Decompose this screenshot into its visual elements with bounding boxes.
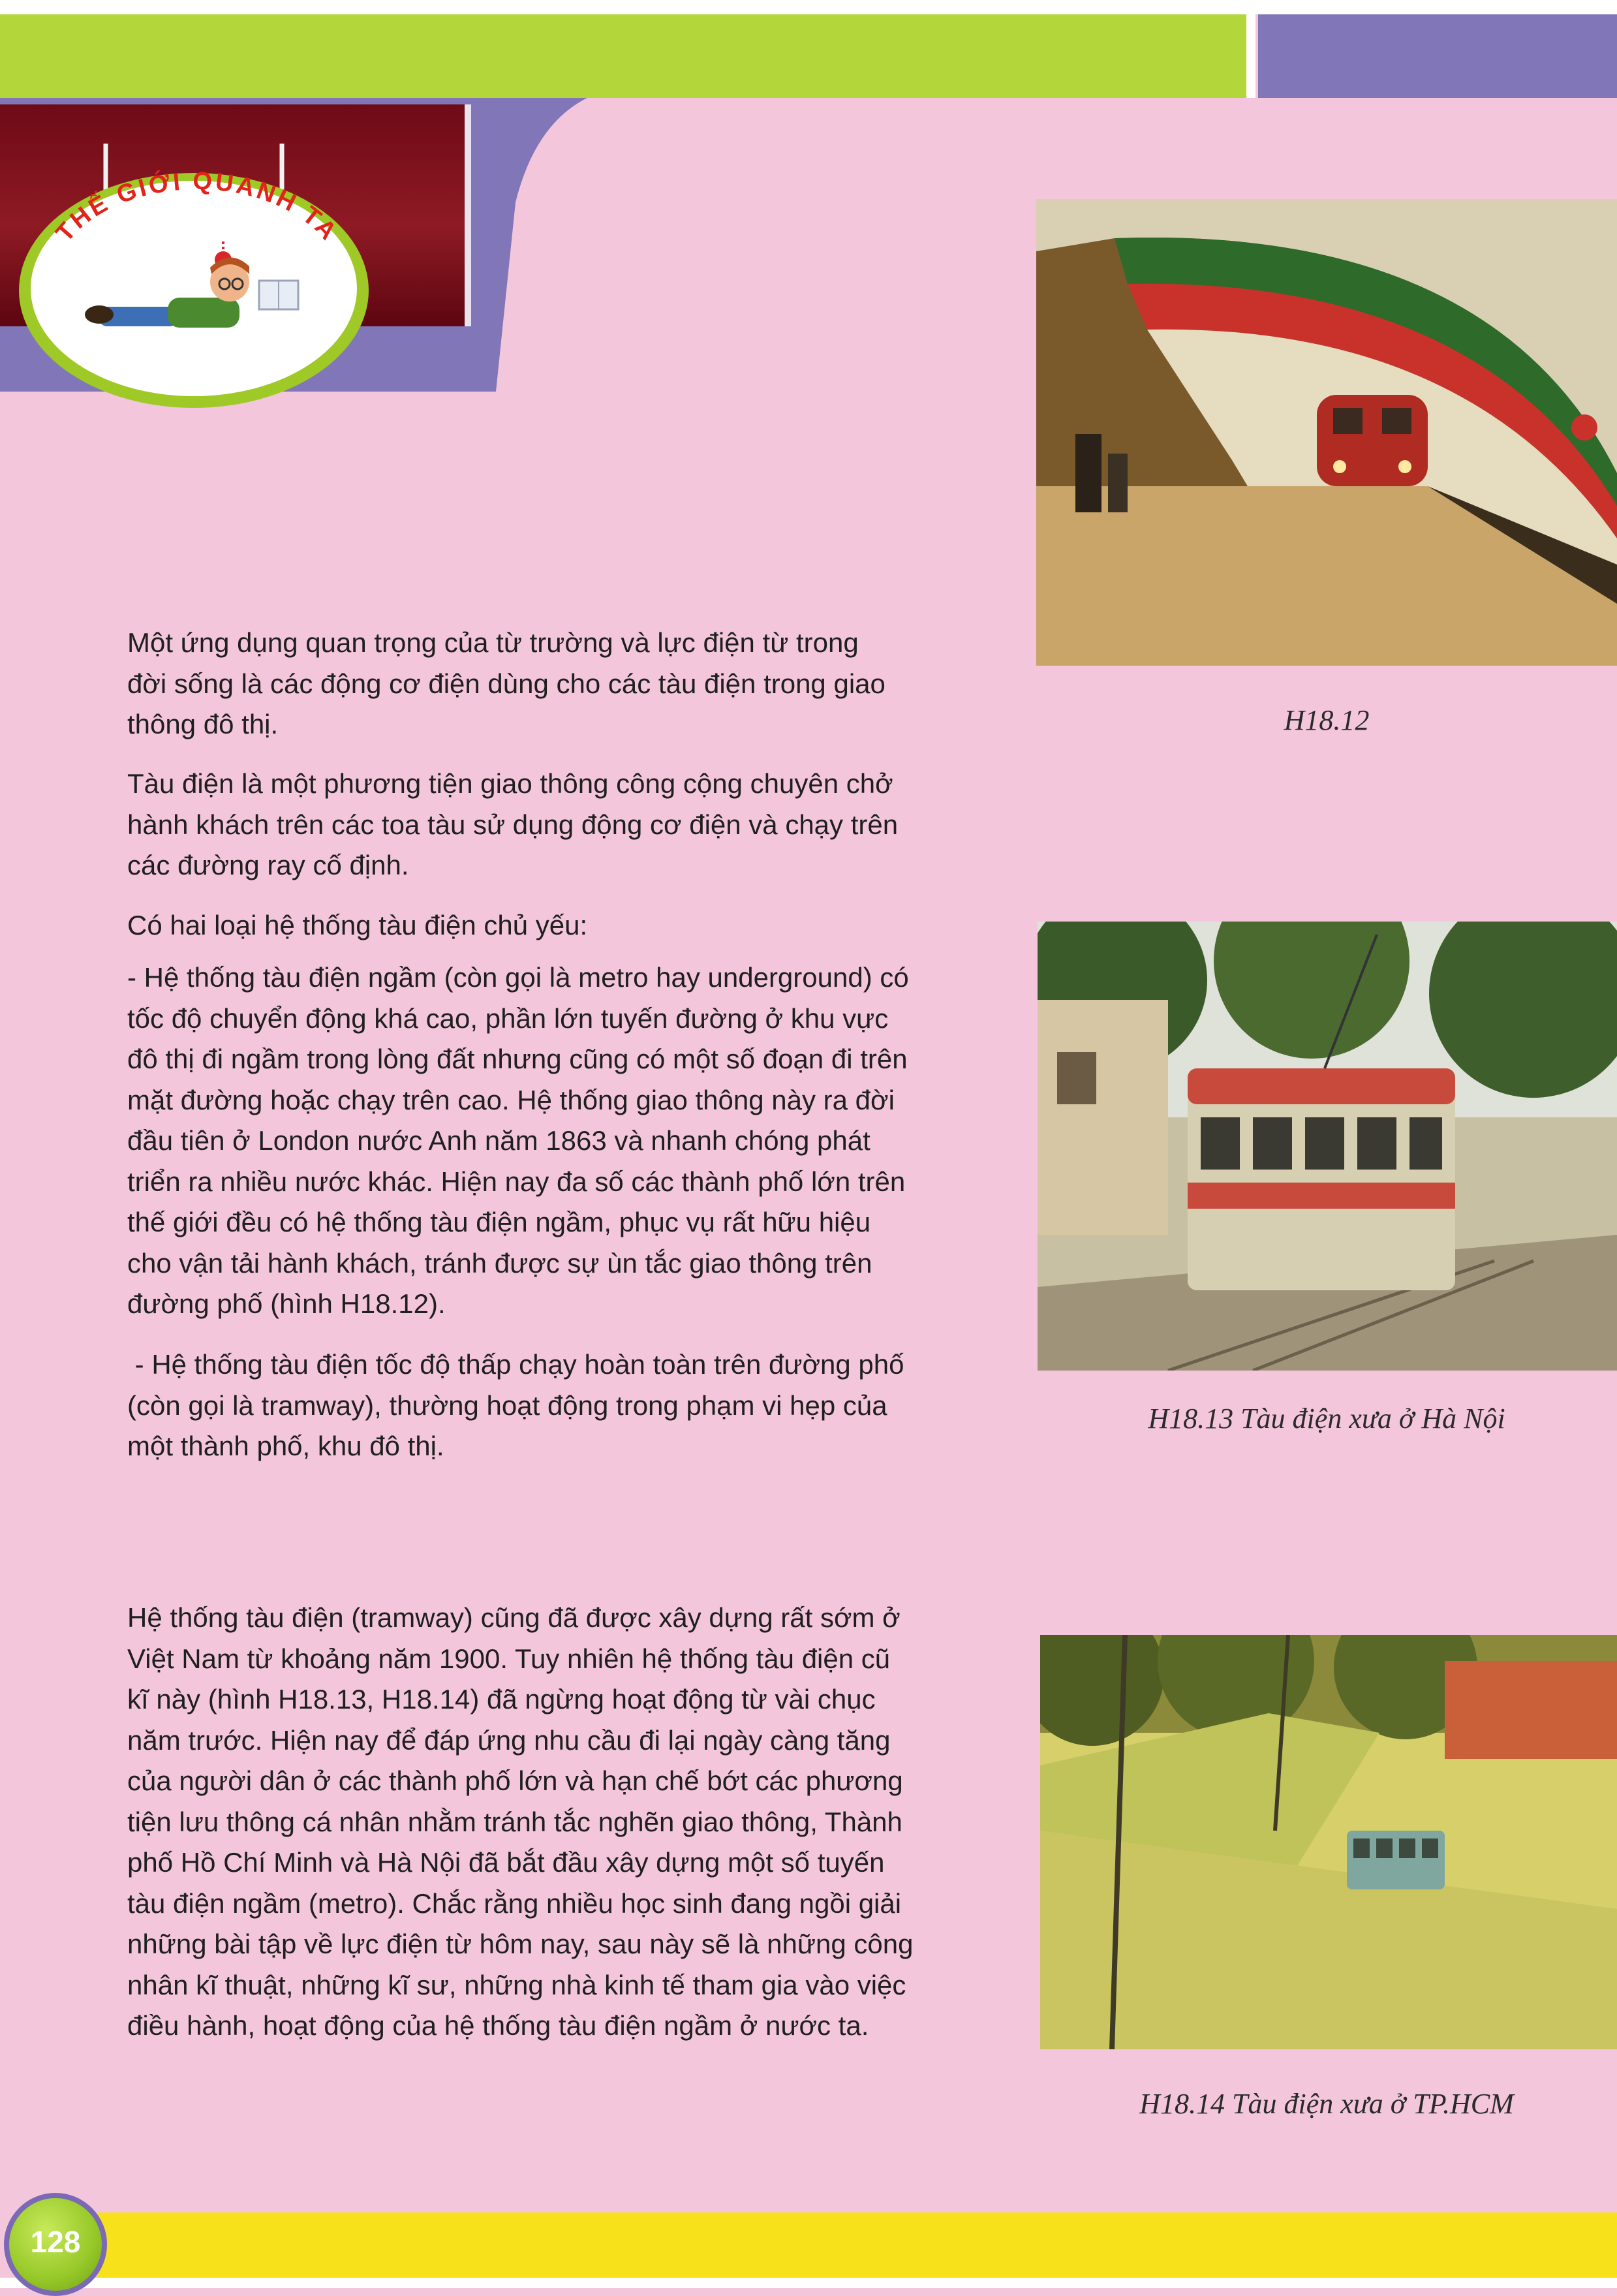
text-line: thông đô thị. [127,709,279,739]
text-line: hành khách trên các toa tàu sử dụng động cơ điện và chạy trên [127,809,899,840]
paragraph-metro-intro [127,623,886,745]
text-line: đời sống là các động cơ điện dùng cho các tàu điện trong giao [127,668,886,699]
hanoi-tram-photo [1038,922,1617,1371]
text-line: (còn gọi là tramway), thường hoạt động trong phạm vi hẹp của [127,1389,887,1421]
text-line: những bài tập về lực điện từ hôm nay, sau này sẽ là những công [127,1929,914,1959]
text-line: Một ứng dụng quan trọng của từ trường và lực điện từ trong [127,627,859,658]
top-edge [0,0,1617,14]
badge-title: THẾ GIỚI QUANH TA [50,167,344,247]
text-line: Việt Nam từ khoảng năm 1900. Tuy nhiên hệ thống tàu điện cũ [127,1643,891,1674]
top-bar-purple [1258,14,1617,98]
top-bar-green [0,14,1252,98]
text-line: nhân kĩ thuật, những kĩ sư, những nhà kinh tế tham gia vào việc [127,1969,906,2000]
text-line: mặt đường hoặc chạy trên cao. Hệ thống giao thông này ra đời [127,1084,895,1115]
footer-edge [0,2278,1617,2288]
saigon-tram-photo [1040,1635,1617,2049]
figure-caption-h18-13: H18.13 Tàu điện xưa ở Hà Nội [1148,1403,1505,1435]
text-line: các đường ray cố định. [127,850,409,880]
text-line: đầu tiên ở London nước Anh năm 1863 và nhanh chóng phát [127,1125,870,1156]
text-line: của người dân ở các thành phố lớn và hạn chế bớt các phương [127,1765,903,1796]
text-line: kĩ này (hình H18.13, H18.14) đã ngừng hoạt động từ vài chục [127,1684,876,1714]
page-number: 128 [30,2225,81,2259]
paragraph-metro-system [127,957,909,1325]
text-line: triển ra nhiều nước khác. Hiện nay đa số các thành phố lớn trên [127,1166,906,1197]
text-line: tiện lưu thông cá nhân nhằm tránh tắc nghẽn giao thông, Thành [127,1806,902,1837]
subway-photo [1036,199,1617,666]
paragraph-vietnam-trams [127,1598,913,2047]
paragraph-tramway-system [127,1344,904,1467]
text-line: Tàu điện là một phương tiện giao thông công cộng chuyên chở [127,768,893,799]
text-line: điều hành, hoạt động của hệ thống tàu điện ngầm ở nước ta. [127,2010,869,2041]
text-line: Hệ thống tàu điện (tramway) cũng đã được xây dựng rất sớm ở [127,1602,901,1633]
text-line: đường phố (hình H18.12). [127,1288,446,1319]
figure-caption-h18-14: H18.14 Tàu điện xưa ở TP.HCM [1139,2088,1514,2120]
footer-bar [98,2212,1617,2278]
text-line: Có hai loại hệ thống tàu điện chủ yếu: [127,910,588,940]
text-line: đô thị đi ngầm trong lòng đất nhưng cũng có một số đoạn đi trên [127,1044,908,1074]
top-bar-divider [1246,14,1255,98]
text-line: - Hệ thống tàu điện tốc độ thấp chạy hoàn toàn trên đường phố [127,1349,904,1380]
text-line: phố Hồ Chí Minh và Hà Nội đã bắt đầu xây dựng một số tuyến [127,1847,885,1878]
text-line: tàu điện ngầm (metro). Chắc rằng nhiều học sinh đang ngồi giải [127,1887,902,1919]
figure-caption-h18-12: H18.12 [1284,704,1370,736]
text-line: - Hệ thống tàu điện ngầm (còn gọi là metro hay underground) có [127,962,909,993]
text-line: một thành phố, khu đô thị. [127,1431,444,1461]
paragraph-tram-definition [127,764,898,886]
text-line: cho vận tải hành khách, tránh được sự ùn tắc giao thông trên [127,1247,872,1279]
text-line: tốc độ chuyển động khá cao, phần lớn tuyến đường ở khu vực [127,1002,889,1034]
text-line: năm trước. Hiện nay để đáp ứng nhu cầu đi lại ngày càng tăng [127,1724,891,1756]
paragraph-two-types [127,905,587,946]
section-badge [14,144,399,418]
text-line: thế giới đều có hệ thống tàu điện ngầm, phục vụ rất hữu hiệu [127,1207,871,1237]
